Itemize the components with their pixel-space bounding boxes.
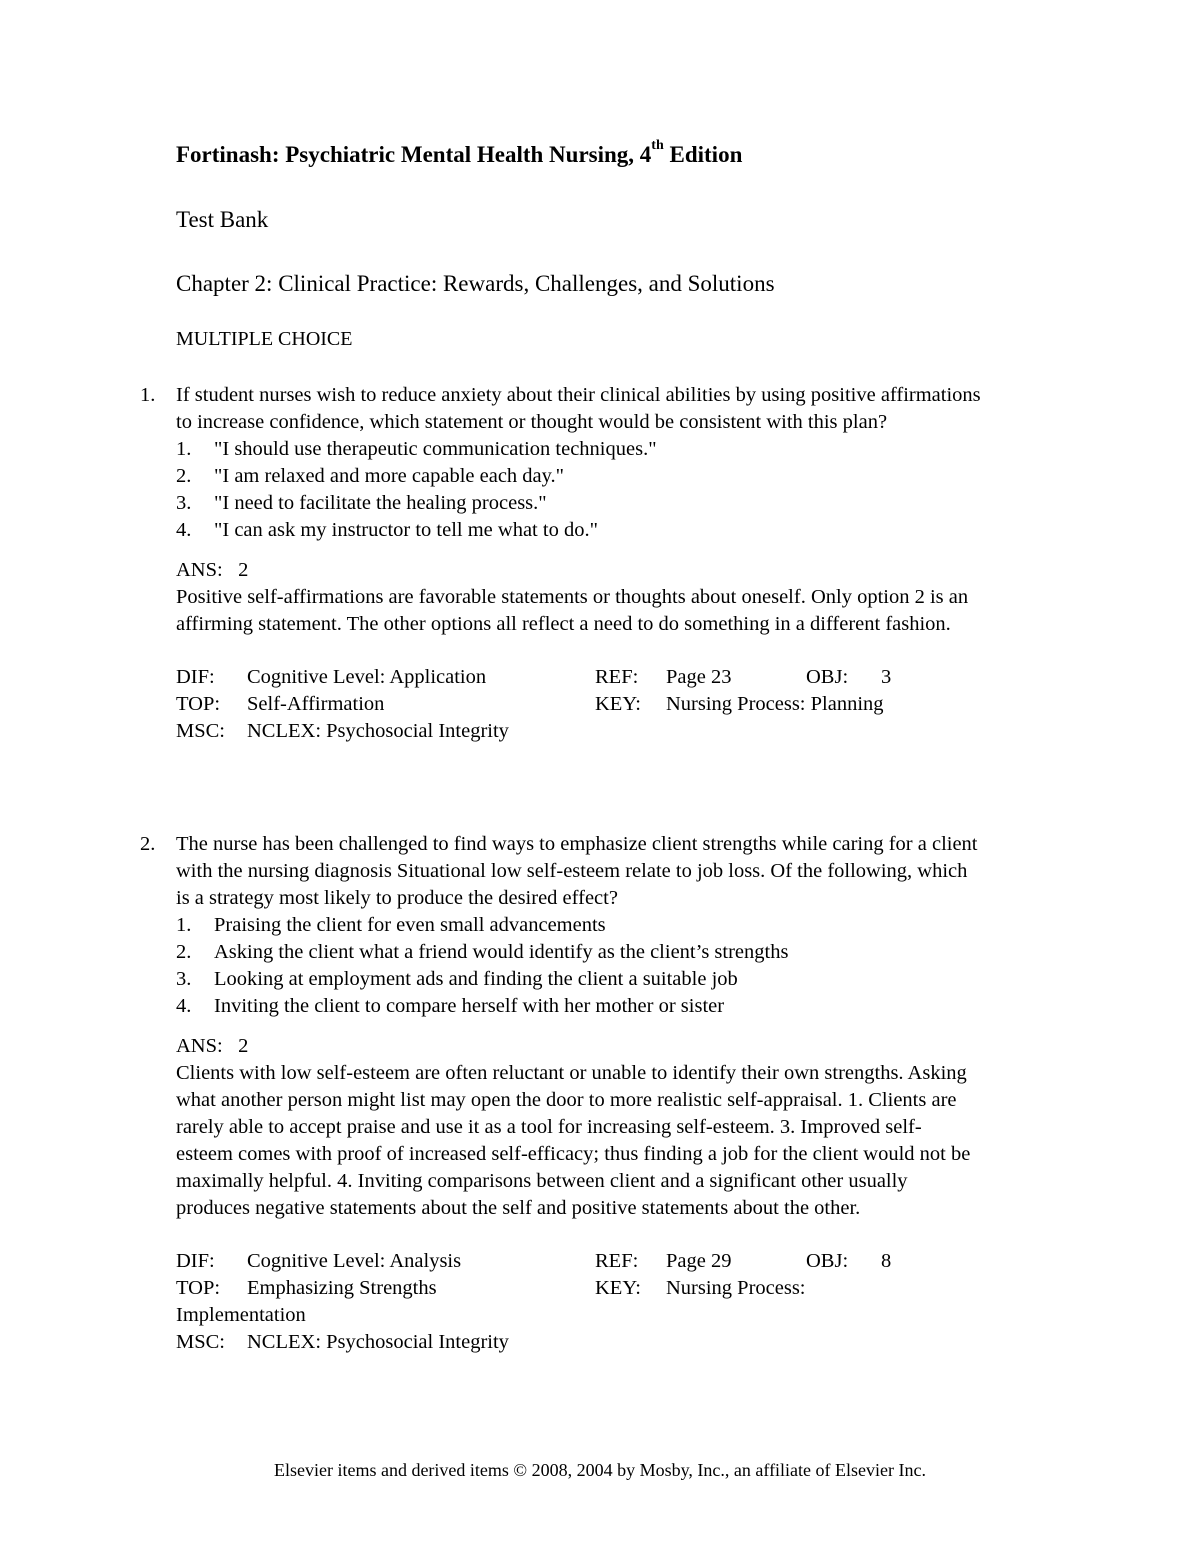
answer-options <box>176 912 1000 1020</box>
obj-label: OBJ: <box>806 1250 849 1272</box>
question-stem: The nurse has been challenged to find ways to emphasize client strengths while caring for a client with the nursing diagnosis Situational low self-esteem relate to job loss. Of the following, which is a strategy most likely to produce the desired effect? <box>176 833 978 909</box>
question-stem: If student nurses wish to reduce anxiety about their clinical abilities by using positive affirmations to increase confidence, which statement or thought would be consistent with this plan? <box>176 384 981 433</box>
rationale: Clients with low self-esteem are often reluctant or unable to identify their own strengths. Asking what another person might list may open the door to more realistic self-appraisal. 1. Clients are rarely able to accept praise and use it as a tool for increasing self-esteem. 3. Improved self-esteem comes with proof of increased self-efficacy; thus finding a job for the client would not be maximally helpful. 4. Inviting comparisons between client and a significant other usually produces negative statements about the self and positive statements about the other. <box>176 1062 971 1219</box>
question-2 <box>140 831 1000 1356</box>
document-subtitle: Test Bank <box>176 207 269 232</box>
obj-value: 3 <box>881 666 892 688</box>
ref-value: Page 23 <box>666 666 732 688</box>
ref-label: REF: <box>595 666 639 688</box>
dif-value: Cognitive Level: Analysis <box>247 1250 462 1272</box>
question-number: 1. <box>140 384 156 406</box>
option-1: 1. "I should use therapeutic communication techniques." <box>176 438 657 460</box>
dif-value: Cognitive Level: Application <box>247 666 487 688</box>
chapter-heading: Chapter 2: Clinical Practice: Rewards, Challenges, and Solutions <box>176 271 775 296</box>
ref-value: Page 29 <box>666 1250 732 1272</box>
question-metadata <box>176 1248 996 1356</box>
section-heading: MULTIPLE CHOICE <box>176 328 353 350</box>
key-value: Nursing Process: <box>666 1277 806 1299</box>
option-2: 2. "I am relaxed and more capable each day." <box>176 465 565 487</box>
top-value: Emphasizing Strengths <box>247 1277 437 1299</box>
top-label: TOP: <box>176 1277 221 1299</box>
msc-label: MSC: <box>176 1331 225 1353</box>
msc-value: NCLEX: Psychosocial Integrity <box>247 720 509 742</box>
answer-key: ANS: 2 <box>176 559 249 581</box>
obj-value: 8 <box>881 1250 892 1272</box>
key-continuation: Implementation <box>176 1304 306 1326</box>
msc-label: MSC: <box>176 720 225 742</box>
answer-options <box>176 436 1000 544</box>
option-3: 3. "I need to facilitate the healing process." <box>176 492 547 514</box>
ref-label: REF: <box>595 1250 639 1272</box>
key-label: KEY: <box>595 1277 641 1299</box>
rationale: Positive self-affirmations are favorable statements or thoughts about oneself. Only option 2 is an affirming statement. The other options all reflect a need to do something in a different fashion. <box>176 586 969 635</box>
key-label: KEY: <box>595 693 641 715</box>
question-number: 2. <box>140 833 156 855</box>
dif-label: DIF: <box>176 1250 215 1272</box>
document-title: Fortinash: Psychiatric Mental Health Nursing, 4th Edition <box>176 138 743 167</box>
answer-key: ANS: 2 <box>176 1035 249 1057</box>
question-metadata <box>176 664 996 745</box>
top-label: TOP: <box>176 693 221 715</box>
top-value: Self-Affirmation <box>247 693 385 715</box>
option-3: 3. Looking at employment ads and finding the client a suitable job <box>176 968 738 990</box>
option-1: 1. Praising the client for even small advancements <box>176 914 606 936</box>
dif-label: DIF: <box>176 666 215 688</box>
msc-value: NCLEX: Psychosocial Integrity <box>247 1331 509 1353</box>
obj-label: OBJ: <box>806 666 849 688</box>
option-2: 2. Asking the client what a friend would identify as the client’s strengths <box>176 941 789 963</box>
key-value: Nursing Process: Planning <box>666 693 884 715</box>
option-4: 4. "I can ask my instructor to tell me what to do." <box>176 519 598 541</box>
title-superscript: th <box>651 138 664 153</box>
option-4: 4. Inviting the client to compare herself with her mother or sister <box>176 995 725 1017</box>
question-1 <box>140 382 1000 745</box>
copyright-footer: Elsevier items and derived items © 2008, 2004 by Mosby, Inc., an affiliate of Elsevier Inc. <box>273 1460 926 1480</box>
